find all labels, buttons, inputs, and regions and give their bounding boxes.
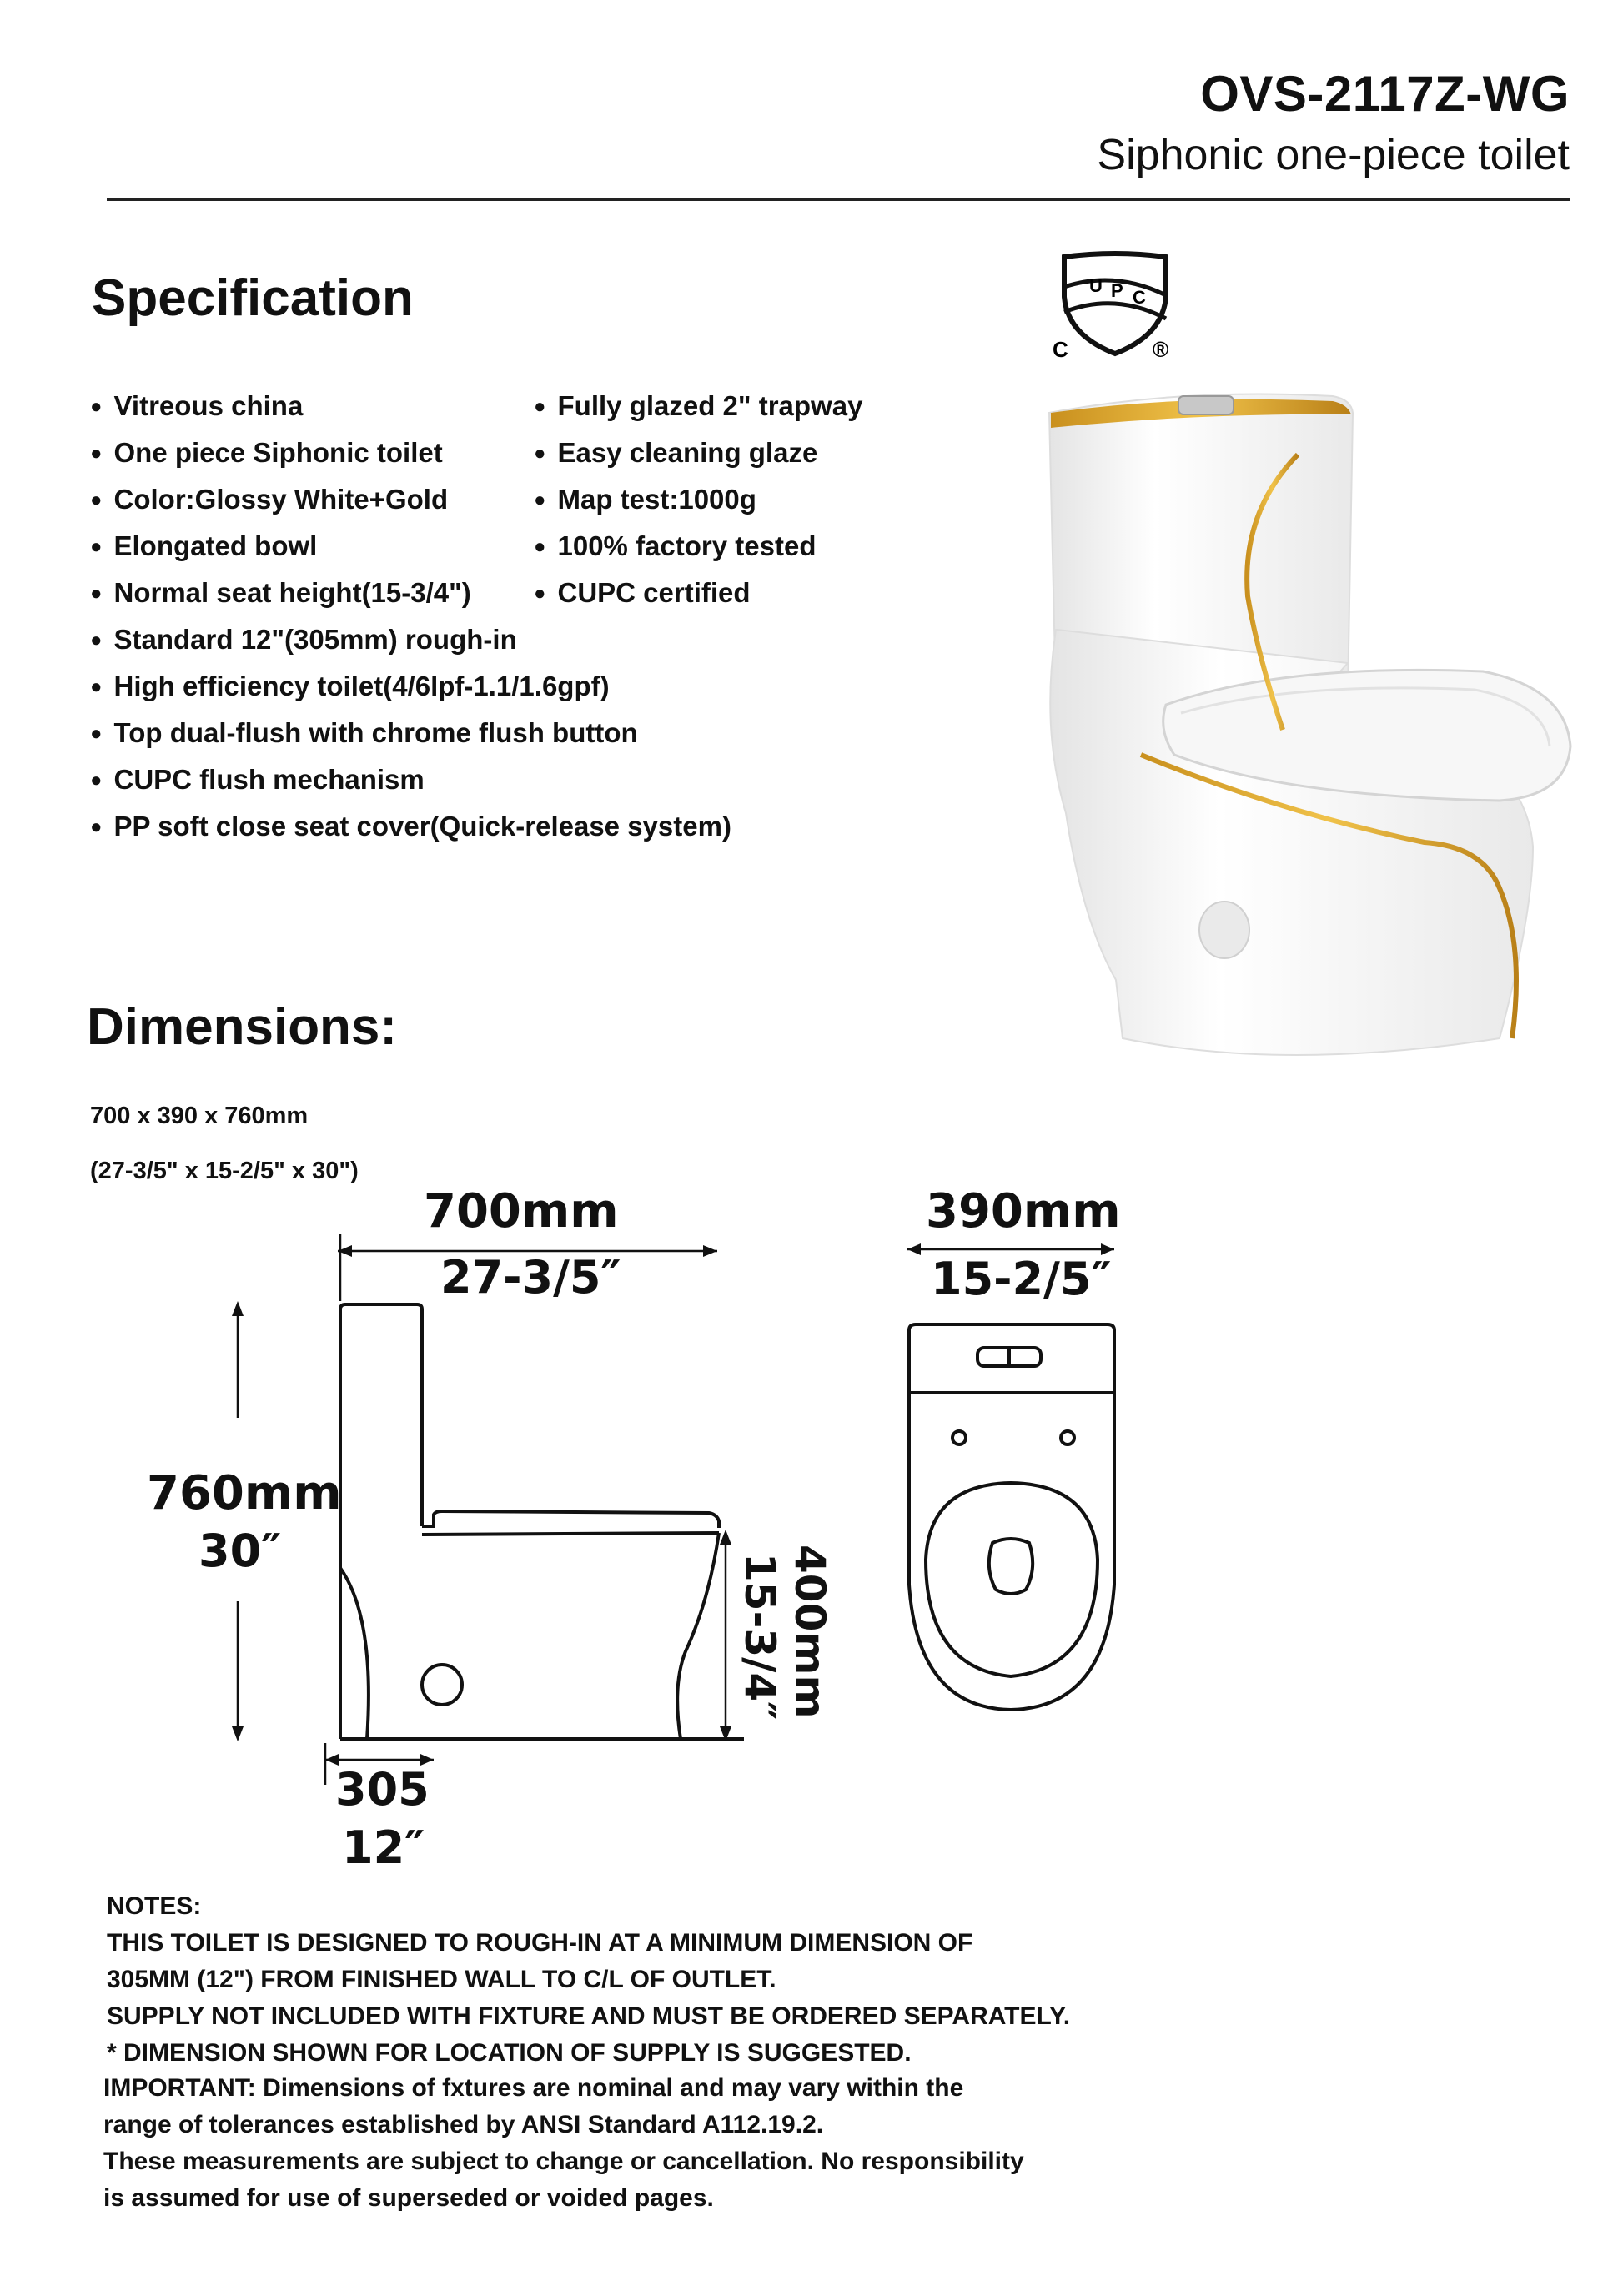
spec-item: ● Map test:1000g [534,484,756,515]
registered-symbol: ® [1153,337,1169,362]
top-view-drawing [884,1234,1134,1735]
spec-item: ● CUPC flush mechanism [90,764,425,796]
important-line: is assumed for use of superseded or voided pages. [103,2184,714,2212]
flush-button-icon [1178,396,1234,414]
notes-line: 305MM (12") FROM FINISHED WALL TO C/L OF OUTLET. [107,1966,776,1993]
important-line: range of tolerances established by ANSI Standard A112.19.2. [103,2111,824,2138]
length-mm-label: 700mm [424,1184,619,1238]
notes-line: THIS TOILET IS DESIGNED TO ROUGH-IN AT A MINIMUM DIMENSION OF [107,1929,973,1957]
width-mm-label: 390mm [926,1184,1121,1238]
header-divider [107,198,1570,201]
spec-item: ● High efficiency toilet(4/6lpf-1.1/1.6gpf) [90,671,610,702]
spec-item: ● One piece Siphonic toilet [90,437,443,469]
important-line: These measurements are subject to change or cancellation. No responsibility [103,2148,1024,2175]
spec-item: ● Vitreous china [90,390,303,422]
width-in-label: 15-2/5″ [931,1253,1112,1305]
upc-letter: P [1111,280,1123,301]
dimensions-heading: Dimensions: [87,998,398,1056]
dimensions-metric: 700 x 390 x 760mm [90,1103,309,1129]
upc-letter: C [1133,287,1146,308]
notes-block [107,1888,1070,2072]
important-line: IMPORTANT: Dimensions of fxtures are nominal and may vary within the [103,2074,964,2102]
length-in-label: 27-3/5″ [440,1251,621,1304]
notes-line: SUPPLY NOT INCLUDED WITH FIXTURE AND MUST BE ORDERED SEPARATELY. [107,2002,1071,2030]
spec-item: ● CUPC certified [534,577,751,609]
product-subtitle: Siphonic one-piece toilet [1097,131,1570,179]
rough-in-in-label: 12″ [342,1821,425,1874]
height-in-label: 30″ [198,1525,282,1577]
spec-item: ● Elongated bowl [90,530,317,562]
rough-in-mm-label: 305 [335,1763,430,1816]
spec-item: ● 100% factory tested [534,530,816,562]
seat-height-mm-label: 400mm [786,1545,834,1719]
notes-line: * DIMENSION SHOWN FOR LOCATION OF SUPPLY IS SUGGESTED. [107,2039,912,2067]
spec-item: ● Fully glazed 2" trapway [534,390,862,422]
spec-item: ● Color:Glossy White+Gold [90,484,448,515]
spec-item: ● Normal seat height(15-3/4") [90,577,471,609]
important-block [103,2070,1024,2217]
upc-certification-icon [1053,249,1178,365]
spec-item: ● PP soft close seat cover(Quick-release system) [90,811,731,842]
toilet-product-photo [1033,379,1591,1093]
specification-heading: Specification [92,269,414,327]
spec-item: ● Standard 12"(305mm) rough-in [90,624,517,656]
dimensions-imperial: (27-3/5" x 15-2/5" x 30") [90,1158,359,1184]
upc-letter: U [1089,275,1103,296]
spec-item: ● Easy cleaning glaze [534,437,817,469]
spec-item: ● Top dual-flush with chrome flush button [90,717,638,749]
csa-c-letter: C [1053,337,1068,362]
seat-height-in-label: 15-3/4″ [736,1553,784,1721]
height-mm-label: 760mm [147,1466,342,1520]
model-number: OVS-2117Z-WG [1200,66,1570,122]
notes-heading: NOTES: [107,1892,202,1920]
